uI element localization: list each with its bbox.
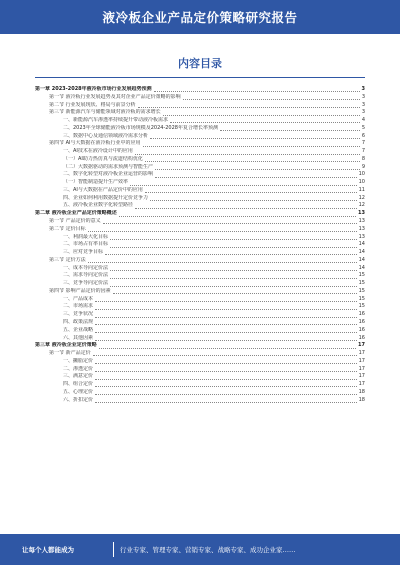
toc-entry-page: 17 — [358, 342, 365, 349]
toc-entry-page: 8 — [361, 155, 365, 162]
toc-entry-page: 13 — [358, 233, 365, 240]
toc-entry[interactable] — [35, 265, 365, 273]
toc-entry[interactable] — [35, 210, 365, 218]
toc-leader-dots — [143, 146, 360, 147]
toc-entry-title: 五、心理定价 — [63, 388, 94, 395]
toc-entry[interactable] — [35, 125, 365, 133]
toc-entry-title: 二、市场占有率目标 — [63, 241, 109, 248]
toc-entry-title: 第二章 液冷板企业产品定价策略概述 — [35, 210, 117, 217]
toc-entry[interactable] — [35, 102, 365, 110]
toc-leader-dots — [105, 254, 357, 255]
toc-entry[interactable] — [35, 350, 365, 358]
toc-entry-title: 第三节 新能源汽车与储能领域对液冷板的需求增长 — [49, 109, 161, 116]
toc-leader-dots — [145, 161, 360, 162]
toc-entry-page: 18 — [358, 396, 365, 403]
toc-leader-dots — [163, 115, 360, 116]
toc-leader-dots — [155, 177, 357, 178]
toc-entry-title: 三、AI与大数据在产品定价中的应用 — [63, 186, 143, 193]
toc-entry[interactable] — [35, 257, 365, 265]
toc-leader-dots — [110, 286, 357, 287]
toc-entry-page: 14 — [358, 264, 365, 271]
toc-entry[interactable] — [35, 109, 365, 117]
toc-leader-dots — [155, 169, 360, 170]
toc-entry[interactable] — [35, 373, 365, 381]
toc-entry-title: 第四节 AI与大数据在液冷板行业中的应用 — [49, 140, 141, 147]
footer-bar — [0, 534, 400, 565]
toc-entry-page: 14 — [358, 256, 365, 263]
toc-entry-page: 3 — [361, 86, 365, 92]
toc-entry-title: 三、应对竞争目标 — [63, 249, 104, 256]
toc-entry[interactable] — [35, 327, 365, 335]
toc-entry[interactable] — [35, 319, 365, 327]
toc-entry-page: 9 — [361, 163, 365, 170]
footer-divider — [113, 542, 114, 557]
toc-entry-page: 15 — [358, 280, 365, 287]
toc-leader-dots — [95, 363, 357, 364]
toc-entry-page: 15 — [358, 295, 365, 302]
toc-entry-page: 6 — [361, 132, 365, 139]
toc-leader-dots — [183, 99, 360, 100]
toc-entry[interactable] — [35, 156, 365, 164]
toc-entry-page: 15 — [358, 287, 365, 294]
toc-leader-dots — [130, 185, 357, 186]
toc-entry[interactable] — [35, 358, 365, 366]
toc-entry-title: 二、需求导向定价法 — [63, 272, 109, 279]
toc-leader-dots — [119, 216, 356, 217]
toc-leader-dots — [93, 355, 357, 356]
toc-entry[interactable] — [35, 311, 365, 319]
toc-entry-title: 一、成本导向定价法 — [63, 264, 109, 271]
toc-entry-page: 12 — [358, 194, 365, 201]
toc-entry[interactable] — [35, 288, 365, 296]
toc-entry-title: 第三章 液冷板企业定价策略 — [35, 342, 97, 349]
toc-entry[interactable] — [35, 94, 365, 102]
toc-entry[interactable] — [35, 179, 365, 187]
toc-entry-page: 5 — [361, 124, 365, 131]
toc-leader-dots — [135, 208, 357, 209]
toc-entry-page: 14 — [358, 249, 365, 256]
toc-entry-page: 3 — [361, 109, 365, 116]
toc-entry-title: 一、AI技术在液冷设计中的应用 — [63, 148, 133, 155]
toc-entry-title: 第二节 行业发展现状、格局与前景分析 — [49, 101, 136, 108]
toc-entry[interactable] — [35, 218, 365, 226]
toc-entry[interactable] — [35, 140, 365, 148]
toc-entry[interactable] — [35, 397, 365, 405]
toc-leader-dots — [95, 394, 357, 395]
toc-entry[interactable] — [35, 296, 365, 304]
report-title: 液冷板企业产品定价策略研究报告 — [102, 10, 298, 25]
toc-entry-page: 17 — [358, 365, 365, 372]
toc-entry[interactable] — [35, 148, 365, 156]
toc-entry[interactable] — [35, 381, 365, 389]
toc-entry-title: 第一节 液冷板行业发展趋势及其对企业产品定价策略的影响 — [49, 93, 181, 100]
toc-leader-dots — [145, 192, 357, 193]
toc-entry-page: 7 — [361, 140, 365, 147]
footer-slogan: 让每个人都能成为 — [22, 546, 74, 554]
toc-entry[interactable] — [35, 241, 365, 249]
toc-entry-title: 一、撇脂定价 — [63, 357, 94, 364]
toc-entry-page: 16 — [358, 318, 365, 325]
toc-entry[interactable] — [35, 272, 365, 280]
toc-entry[interactable] — [35, 303, 365, 311]
toc-entry-title: 二、市场需求 — [63, 303, 94, 310]
toc-leader-dots — [95, 402, 357, 403]
toc-entry-title: 第四节 影响产品定价的因素 — [49, 287, 111, 294]
toc-entry[interactable] — [35, 187, 365, 195]
toc-entry-title: 四、企业如何利用数据提升定价竞争力 — [63, 194, 149, 201]
toc-entry-title: 三、满意定价 — [63, 373, 94, 380]
toc-entry-page: 16 — [358, 334, 365, 341]
toc-entry[interactable] — [35, 86, 365, 94]
toc-entry-page: 13 — [358, 225, 365, 232]
toc-entry-title: 三、数据中心及通信领域液冷需求分析 — [63, 132, 149, 139]
toc-entry-page: 3 — [361, 93, 365, 100]
toc-leader-dots — [95, 324, 357, 325]
toc-entry-title: 第一章 2023-2028年液冷板市场行业发展趋势预测 — [35, 86, 152, 92]
toc-entry-page: 7 — [361, 148, 365, 155]
toc-leader-dots — [113, 293, 357, 294]
toc-entry[interactable] — [35, 202, 365, 210]
toc-leader-dots — [110, 278, 357, 279]
toc-entry-page: 10 — [358, 171, 365, 178]
toc-entry[interactable] — [35, 389, 365, 397]
toc-divider — [35, 77, 365, 78]
toc-entry-page: 15 — [358, 303, 365, 310]
toc-heading: 内容目录 — [178, 57, 222, 70]
toc-entry-page: 17 — [358, 381, 365, 388]
toc-entry-title: 三、竞争导向定价法 — [63, 280, 109, 287]
header-bar — [0, 0, 400, 34]
toc-entry-title: 第一节 产品定价的意义 — [49, 218, 101, 225]
toc-entry-title: （二）大数据驱动的需求预测与智能生产 — [63, 163, 154, 170]
toc-entry[interactable] — [35, 249, 365, 257]
toc-leader-dots — [220, 130, 360, 131]
toc-entry-page: 4 — [361, 117, 365, 124]
toc-entry-title: 四、组合定价 — [63, 381, 94, 388]
toc-entry-page: 17 — [358, 373, 365, 380]
toc-entry-title: 一、利润最大化目标 — [63, 233, 109, 240]
toc-entry-page: 17 — [358, 357, 365, 364]
toc-leader-dots — [154, 91, 360, 92]
toc-leader-dots — [95, 309, 357, 310]
toc-leader-dots — [150, 138, 360, 139]
toc-entry-title: 五、企业战略 — [63, 326, 94, 333]
toc-entry[interactable] — [35, 226, 365, 234]
toc-entry-page: 17 — [358, 350, 365, 357]
toc-entry-title: 二、2023年全球储能液冷板市场规模及2024-2028年复合增长率预测 — [63, 124, 218, 131]
toc-entry-title: 二、数字化转型对液冷板企业运营的影响 — [63, 171, 154, 178]
toc-entry-title: 六、其他因素 — [63, 334, 94, 341]
toc-entry[interactable] — [35, 280, 365, 288]
toc-entry[interactable] — [35, 133, 365, 141]
toc-entry[interactable] — [35, 164, 365, 172]
toc-entry-title: 一、新能源汽车渗透率持续提升带动液冷板需求 — [63, 117, 169, 124]
toc-entry-title: 第三节 定价方法 — [49, 256, 86, 263]
toc-leader-dots — [95, 371, 357, 372]
toc-leader-dots — [95, 317, 357, 318]
toc-entry-title: 第一节 新产品定价 — [49, 350, 91, 357]
toc-leader-dots — [138, 107, 360, 108]
toc-leader-dots — [103, 223, 357, 224]
toc-entry-page: 18 — [358, 388, 365, 395]
toc-entry-page: 11 — [358, 186, 365, 193]
toc-entry-page: 13 — [358, 218, 365, 225]
toc-entry-page: 14 — [358, 241, 365, 248]
toc-entry[interactable] — [35, 335, 365, 343]
toc-entry[interactable] — [35, 195, 365, 203]
toc-entry-page: 16 — [358, 326, 365, 333]
toc-entry-title: 二、渗透定价 — [63, 365, 94, 372]
toc-entry-page: 12 — [358, 202, 365, 209]
toc-entry-page: 15 — [358, 272, 365, 279]
toc-entry-title: 四、政策法规 — [63, 318, 94, 325]
toc-entry-title: 三、竞争状况 — [63, 311, 94, 318]
toc-entry[interactable] — [35, 234, 365, 242]
toc-entry[interactable] — [35, 366, 365, 374]
toc-entry[interactable] — [35, 171, 365, 179]
toc-entry-page: 16 — [358, 311, 365, 318]
toc-entry-title: （一）智能制造提升生产效率 — [63, 179, 129, 186]
toc-leader-dots — [95, 332, 357, 333]
toc-leader-dots — [99, 348, 356, 349]
toc-leader-dots — [110, 239, 357, 240]
toc-leader-dots — [88, 262, 357, 263]
footer-tagline: 行业专家、管理专家、营销专家、战略专家、成功企业家…… — [120, 546, 296, 554]
toc-entry-title: （一）AI助力热仿真与流道结构优化 — [63, 155, 143, 162]
toc-leader-dots — [95, 386, 357, 387]
toc-leader-dots — [150, 200, 357, 201]
toc-entry-title: 五、液冷板企业数字化转型路径 — [63, 202, 134, 209]
toc-leader-dots — [170, 122, 360, 123]
toc-entry-title: 一、产品成本 — [63, 295, 94, 302]
toc-leader-dots — [95, 379, 357, 380]
toc-entry-page: 13 — [358, 210, 365, 217]
toc-leader-dots — [110, 247, 357, 248]
toc-entry[interactable] — [35, 117, 365, 125]
toc-leader-dots — [88, 231, 357, 232]
toc-entry-page: 10 — [358, 179, 365, 186]
toc-entry-title: 第二节 定价目标 — [49, 225, 86, 232]
toc-entry-title: 六、折扣定价 — [63, 396, 94, 403]
toc-leader-dots — [95, 340, 357, 341]
toc-leader-dots — [110, 270, 357, 271]
toc-leader-dots — [95, 301, 357, 302]
table-of-contents — [35, 86, 365, 404]
toc-leader-dots — [135, 154, 360, 155]
toc-entry[interactable] — [35, 342, 365, 350]
toc-entry-page: 3 — [361, 101, 365, 108]
